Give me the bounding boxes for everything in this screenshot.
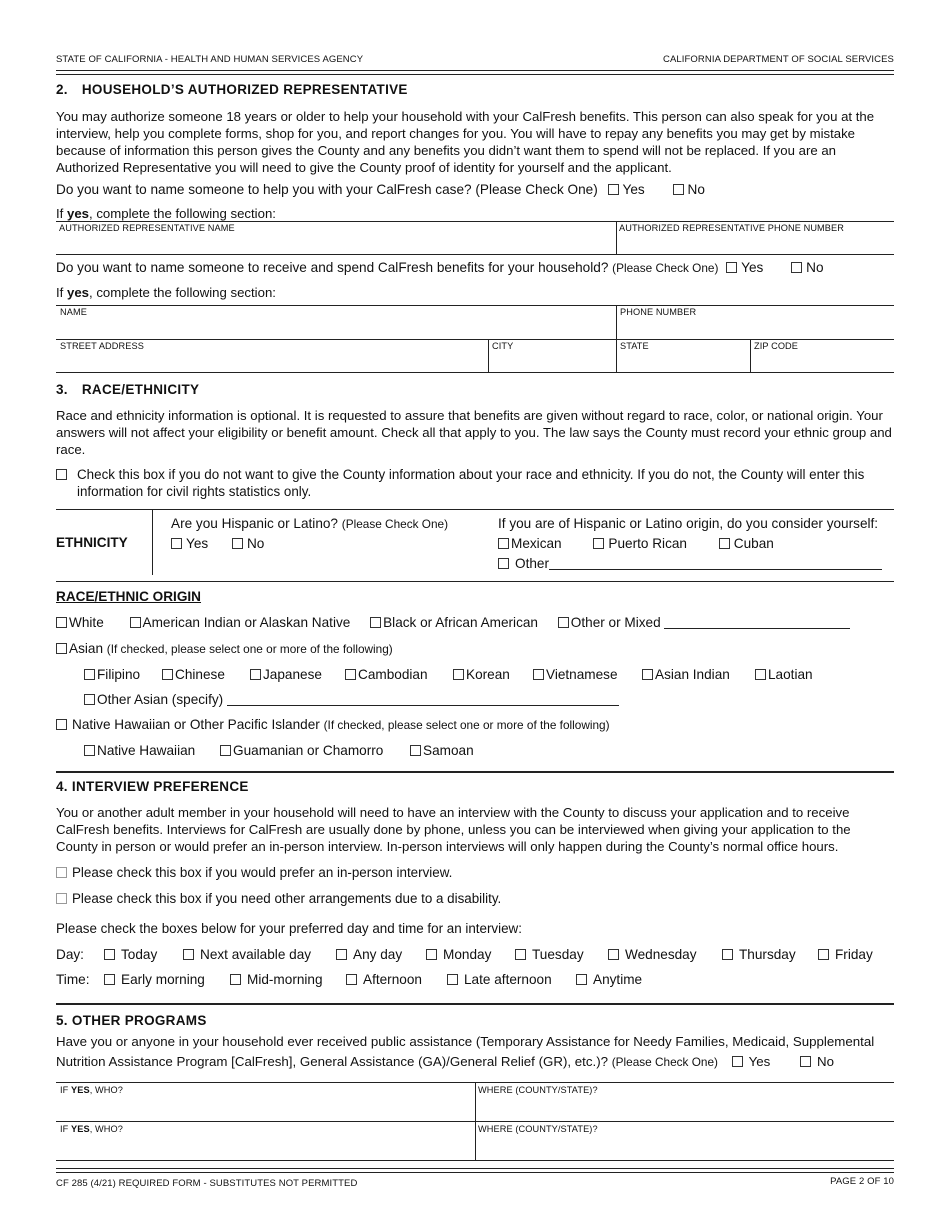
decline-row xyxy=(56,466,894,500)
decline-text: Check this box if you do not want to give the County information about your race and ethnicity. If you do not, the County will enter this information for civil rights statistics only. xyxy=(77,467,865,499)
footer-divider xyxy=(56,1168,894,1173)
name-field[interactable] xyxy=(56,306,616,339)
form-id: CF 285 (4/21) REQUIRED FORM - SUBSTITUTES NOT PERMITTED xyxy=(56,1178,358,1189)
asian-checkbox[interactable] xyxy=(56,643,67,654)
asian-options: Filipino Chinese Japanese Cambodian Korean Vietnamese Asian Indian Laotian xyxy=(84,667,894,685)
american-indian-checkbox[interactable] xyxy=(130,617,141,628)
help-yes-label: Yes xyxy=(622,182,645,197)
chinese-checkbox[interactable] xyxy=(162,669,173,680)
help-no-label: No xyxy=(687,182,705,197)
who-field-1[interactable] xyxy=(56,1083,475,1121)
filipino-checkbox[interactable] xyxy=(84,669,95,680)
help-question: Do you want to name someone to help you with your CalFresh case? (Please Check One) xyxy=(56,182,598,197)
day-next-available-checkbox[interactable] xyxy=(183,949,194,960)
street-label: STREET ADDRESS xyxy=(60,341,144,351)
state-field[interactable] xyxy=(617,340,750,372)
section-2-heading xyxy=(56,82,408,97)
section-5-heading: 5. OTHER PROGRAMS xyxy=(56,1013,207,1028)
city-label: CITY xyxy=(492,341,514,351)
rep-name-field[interactable] xyxy=(56,222,616,254)
puerto-rican-checkbox[interactable] xyxy=(593,538,604,549)
nhpi-options: Native Hawaiian Guamanian or Chamorro Samoan xyxy=(84,743,894,761)
section-number: 2. xyxy=(56,82,68,97)
assistance-line-2: Nutrition Assistance Program [CalFresh], General Assistance (GA)/General Relief (GR), etc.)? (Please Check One) Yes No xyxy=(56,1054,835,1069)
hispanic-yes-checkbox[interactable] xyxy=(171,538,182,549)
laotian-checkbox[interactable] xyxy=(755,669,766,680)
black-checkbox[interactable] xyxy=(370,617,381,628)
help-yes-checkbox[interactable] xyxy=(608,184,619,195)
asian-indian-checkbox[interactable] xyxy=(642,669,653,680)
mexican-checkbox[interactable] xyxy=(498,538,509,549)
name-label: NAME xyxy=(60,307,87,317)
day-friday-checkbox[interactable] xyxy=(818,949,829,960)
disability-checkbox[interactable] xyxy=(56,893,67,904)
spend-no-checkbox[interactable] xyxy=(791,262,802,273)
preferred-prompt: Please check the boxes below for your preferred day and time for an interview: xyxy=(56,921,522,936)
in-person-checkbox[interactable] xyxy=(56,867,67,878)
section-3-intro: Race and ethnicity information is optional. It is requested to assure that benefits are given without regard to race, color, or national origin. Your answers will not affect your eligibility or benefit amount. Check all that apply to you. The law says the County must record your ethnic group and race. xyxy=(56,408,892,457)
cuban-checkbox[interactable] xyxy=(719,538,730,549)
time-afternoon-checkbox[interactable] xyxy=(346,974,357,985)
spend-question: Do you want to name someone to receive and spend CalFresh benefits for your household? xyxy=(56,260,609,275)
disability-row: Please check this box if you need other arrangements due to a disability. xyxy=(56,891,501,906)
who-label-1: IF YES, WHO? xyxy=(60,1085,123,1095)
zip-field[interactable] xyxy=(751,340,894,372)
section-2-intro: You may authorize someone 18 years or older to help your household with your CalFresh benefits. This person can also speak for you at the interview, help you complete forms, shop for you, and report changes for you. You will have to repay any benefits you may get by mistake because of information this person gives the County and any benefits you didn’t want them to spend will not be replaced. If you are an Authorized Representative you will need to give the County proof of identity for yourself and the applicant. xyxy=(56,109,875,175)
state-label: STATE xyxy=(620,341,649,351)
section-4-intro: You or another adult member in your household will need to have an interview with the County to discuss your application and to receive CalFresh benefits. Interviews for CalFresh are usually done by phone, unless you can be interviewed when giving your application to the County in person or would prefer an in-person interview. In-person interviews will only happen during the County’s normal office hours. xyxy=(56,805,851,854)
hispanic-no-checkbox[interactable] xyxy=(232,538,243,549)
help-no-checkbox[interactable] xyxy=(673,184,684,195)
race-row-1: White American Indian or Alaskan Native Black or African American Other or Mixed xyxy=(56,615,850,630)
agency-left: STATE OF CALIFORNIA - HEALTH AND HUMAN SERVICES AGENCY xyxy=(56,54,364,65)
origin-answers: Mexican Puerto Rican Cuban xyxy=(498,536,774,551)
where-field-2[interactable] xyxy=(476,1122,894,1160)
time-anytime-checkbox[interactable] xyxy=(576,974,587,985)
japanese-checkbox[interactable] xyxy=(250,669,261,680)
other-asian-checkbox[interactable] xyxy=(84,694,95,705)
other-mixed-line[interactable] xyxy=(664,616,850,629)
phone-label: PHONE NUMBER xyxy=(620,307,697,317)
street-field[interactable] xyxy=(56,340,488,372)
spend-yes-label: Yes xyxy=(741,260,764,275)
spend-no-label: No xyxy=(806,260,824,275)
day-thursday-checkbox[interactable] xyxy=(722,949,733,960)
korean-checkbox[interactable] xyxy=(453,669,464,680)
rep-phone-field[interactable] xyxy=(617,222,894,254)
origin-other-checkbox[interactable] xyxy=(498,558,509,569)
day-today-checkbox[interactable] xyxy=(104,949,115,960)
other-asian-row: Other Asian (specify) xyxy=(84,692,619,707)
time-mid-morning-checkbox[interactable] xyxy=(230,974,241,985)
time-late-afternoon-checkbox[interactable] xyxy=(447,974,458,985)
agency-right: CALIFORNIA DEPARTMENT OF SOCIAL SERVICES xyxy=(663,54,894,65)
section-4-heading: 4. INTERVIEW PREFERENCE xyxy=(56,779,249,794)
hispanic-question: Are you Hispanic or Latino? (Please Check One) xyxy=(171,516,448,531)
vietnamese-checkbox[interactable] xyxy=(533,669,544,680)
who-label-2: IF YES, WHO? xyxy=(60,1124,123,1134)
other-asian-line[interactable] xyxy=(227,693,619,706)
origin-other-line[interactable] xyxy=(549,557,882,570)
page-number: PAGE 2 OF 10 xyxy=(830,1176,894,1187)
other-mixed-checkbox[interactable] xyxy=(558,617,569,628)
cambodian-checkbox[interactable] xyxy=(345,669,356,680)
rep-phone-label: AUTHORIZED REPRESENTATIVE PHONE NUMBER xyxy=(619,223,845,233)
origin-question: If you are of Hispanic or Latino origin, do you consider yourself: xyxy=(498,516,879,531)
hispanic-answers: Yes No xyxy=(171,536,264,551)
day-label: Day: xyxy=(56,947,84,962)
race-heading: RACE/ETHNIC ORIGIN xyxy=(56,589,202,604)
day-wednesday-checkbox[interactable] xyxy=(608,949,619,960)
in-person-row: Please check this box if you would prefer an in-person interview. xyxy=(56,865,452,880)
if-yes-note-1: If yes, complete the following section: xyxy=(56,206,276,221)
nhpi-row: Native Hawaiian or Other Pacific Islander (If checked, please select one or more of the following) xyxy=(56,717,610,732)
time-row: Time: Early morning Mid-morning Afternoon Late afternoon Anytime xyxy=(56,972,643,987)
spend-question-row: Do you want to name someone to receive and spend CalFresh benefits for your household? (Please Check One) Yes No xyxy=(56,260,824,275)
day-tuesday-checkbox[interactable] xyxy=(515,949,526,960)
decline-checkbox[interactable] xyxy=(56,469,67,480)
spend-yes-checkbox[interactable] xyxy=(726,262,737,273)
where-label-2: WHERE (COUNTY/STATE)? xyxy=(478,1124,598,1134)
asian-row: Asian (If checked, please select one or more of the following) xyxy=(56,641,393,656)
section-3-heading: 3. RACE/ETHNICITY xyxy=(56,382,200,397)
phone-field[interactable] xyxy=(617,306,894,339)
nhpi-checkbox[interactable] xyxy=(56,719,67,730)
samoan-checkbox[interactable] xyxy=(410,745,421,756)
rep-name-label: AUTHORIZED REPRESENTATIVE NAME xyxy=(59,223,235,233)
help-question-row xyxy=(56,182,705,197)
city-field[interactable] xyxy=(489,340,616,372)
section-title: HOUSEHOLD’S AUTHORIZED REPRESENTATIVE xyxy=(81,82,408,97)
if-yes-note-2: If yes, complete the following section: xyxy=(56,285,276,300)
time-label: Time: xyxy=(56,972,90,987)
guamanian-checkbox[interactable] xyxy=(220,745,231,756)
white-checkbox[interactable] xyxy=(56,617,67,628)
day-row: Day: Today Next available day Any day Monday Tuesday Wednesday Thursday Friday xyxy=(56,947,873,962)
zip-label: ZIP CODE xyxy=(754,341,799,351)
where-field-1[interactable] xyxy=(476,1083,894,1121)
assistance-line-1: Have you or anyone in your household ever received public assistance (Temporary Assistance for Needy Families, Medicaid, Supplemental xyxy=(56,1034,875,1049)
who-field-2[interactable] xyxy=(56,1122,475,1160)
assistance-yes-checkbox[interactable] xyxy=(732,1056,743,1067)
origin-other: Other xyxy=(498,556,882,571)
day-any-checkbox[interactable] xyxy=(336,949,347,960)
time-early-morning-checkbox[interactable] xyxy=(104,974,115,985)
day-monday-checkbox[interactable] xyxy=(426,949,437,960)
native-hawaiian-checkbox[interactable] xyxy=(84,745,95,756)
assistance-no-checkbox[interactable] xyxy=(800,1056,811,1067)
header-divider xyxy=(56,70,894,75)
ethnicity-label: ETHNICITY xyxy=(56,535,128,550)
where-label-1: WHERE (COUNTY/STATE)? xyxy=(478,1085,598,1095)
